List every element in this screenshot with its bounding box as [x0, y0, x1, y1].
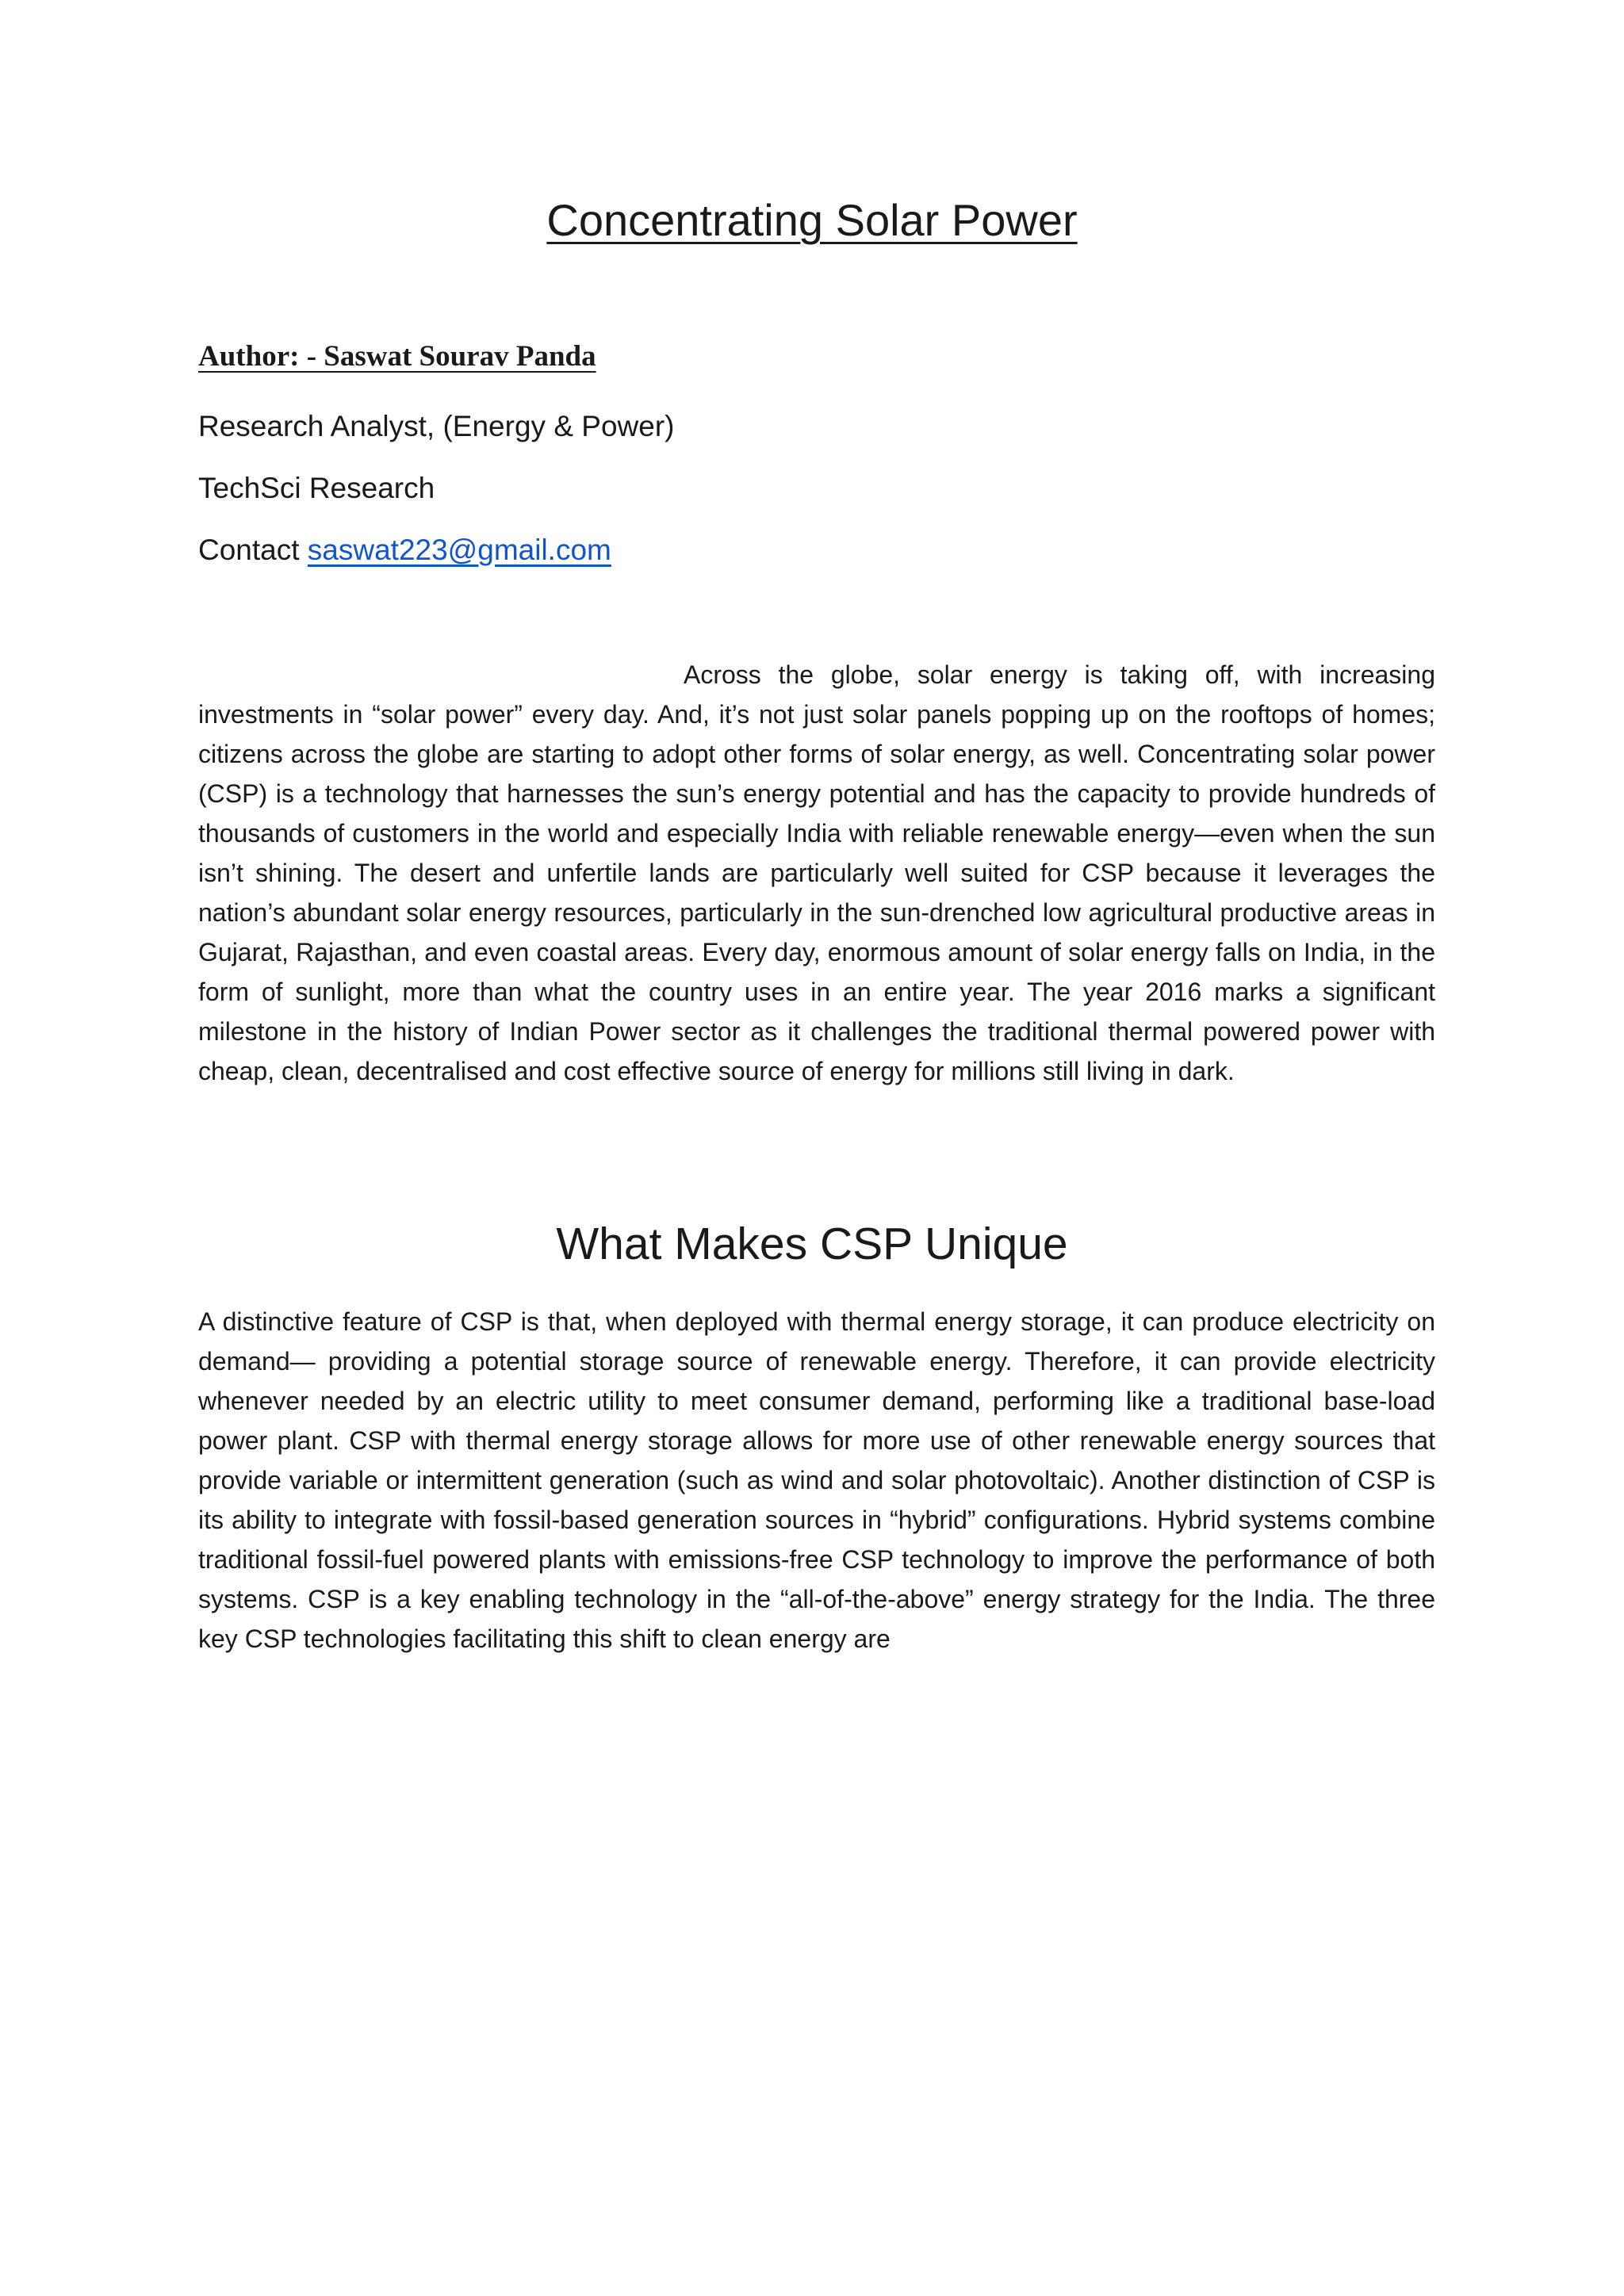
document-title-text: Concentrating Solar Power	[546, 195, 1078, 245]
author-organization: TechSci Research	[198, 472, 435, 504]
author-contact	[198, 533, 611, 568]
section-heading: What Makes CSP Unique	[556, 1219, 1068, 1269]
document-title	[0, 193, 1624, 247]
contact-label: Contact	[198, 534, 300, 566]
author-role: Research Analyst, (Energy & Power)	[198, 410, 675, 442]
contact-email-link[interactable]: saswat223@gmail.com	[307, 534, 611, 566]
intro-paragraph: Across the globe, solar energy is taking off, with increasing investments in “solar power” every day. And, it’s not just solar panels popping up on the rooftops of homes; citizens across the globe are starting to adopt other forms of solar energy, as well. Concentrating solar power (CSP) is a technology that harnesses the sun’s energy potential and has the capacity to provide hundreds of thousands of customers in the world and especially India with reliable renewable energy—even when the sun isn’t shining. The desert and unfertile lands are particularly well suited for CSP because it leverages the nation’s abundant solar energy resources, particularly in the sun-drenched low agricultural productive areas in Gujarat, Rajasthan, and even coastal areas. Every day, enormous amount of solar energy falls on India, in the form of sunlight, more than what the country uses in an entire year. The year 2016 marks a significant milestone in the history of Indian Power sector as it challenges the traditional thermal powered power with cheap, clean, decentralised and cost effective source of energy for millions still living in dark.	[198, 660, 1435, 1085]
csp-unique-paragraph: A distinctive feature of CSP is that, when deployed with thermal energy storage, it can produce electricity on demand— providing a potential storage source of renewable energy. Therefore, it can provide electricity whenever needed by an electric utility to meet consumer demand, performing like a traditional base-load power plant. CSP with thermal energy storage allows for more use of other renewable energy sources that provide variable or intermittent generation (such as wind and solar photovoltaic). Another distinction of CSP is its ability to integrate with fossil-based generation sources in “hybrid” configurations. Hybrid systems combine traditional fossil-fuel powered plants with emissions-free CSP technology to improve the performance of both systems. CSP is a key enabling technology in the “all-of-the-above” energy strategy for the India. The three key CSP technologies facilitating this shift to clean energy are	[198, 1307, 1435, 1653]
author-line: Author: - Saswat Sourav Panda	[198, 340, 596, 373]
